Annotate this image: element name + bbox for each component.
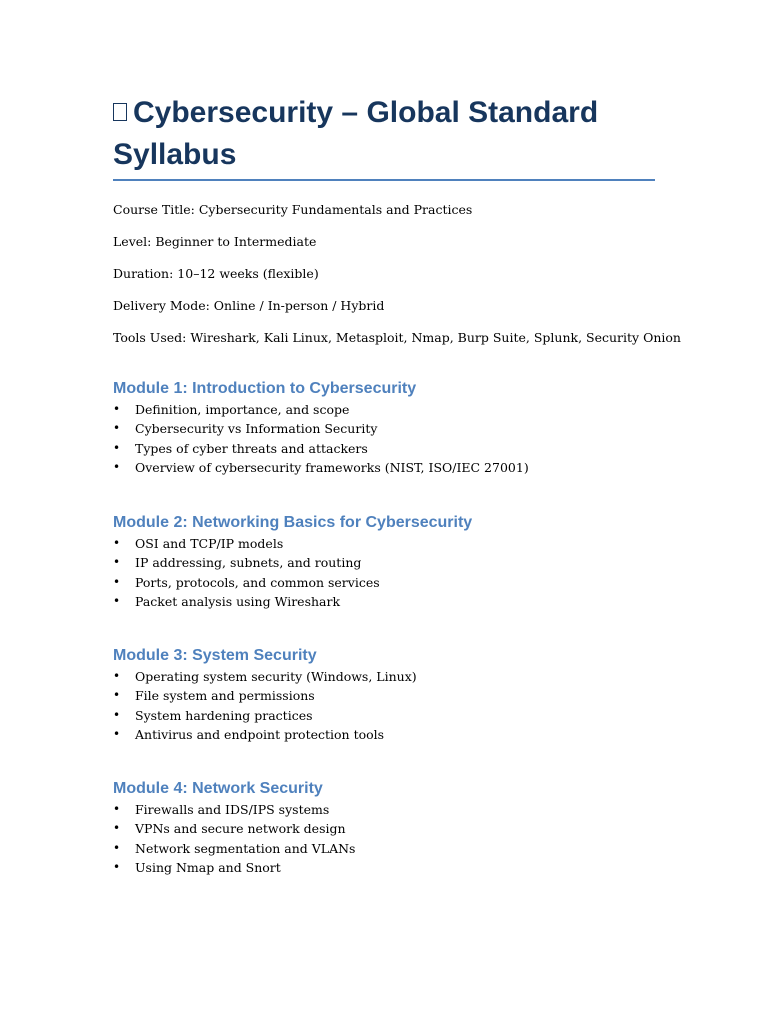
module-list bbox=[113, 534, 713, 611]
meta-level: Level: Beginner to Intermediate bbox=[113, 234, 317, 249]
module-list bbox=[113, 800, 713, 877]
list-item: • OSI and TCP/IP models bbox=[113, 534, 713, 553]
bullet-icon: • bbox=[113, 555, 121, 570]
meta-delivery-mode: Delivery Mode: Online / In-person / Hybrid bbox=[113, 298, 385, 313]
meta-tools-used: Tools Used: Wireshark, Kali Linux, Metasploit, Nmap, Burp Suite, Splunk, Security Onion bbox=[113, 330, 681, 345]
list-item: • System hardening practices bbox=[113, 706, 713, 725]
list-item: • Antivirus and endpoint protection tools bbox=[113, 725, 713, 744]
page-title bbox=[113, 92, 655, 176]
bullet-icon: • bbox=[113, 821, 121, 836]
bullet-icon: • bbox=[113, 536, 121, 550]
bullet-icon: • bbox=[113, 421, 121, 436]
module-2 bbox=[113, 512, 713, 611]
bullet-icon: • bbox=[113, 726, 121, 741]
list-item: • Network segmentation and VLANs bbox=[113, 839, 713, 858]
bullet-icon: • bbox=[113, 669, 121, 683]
module-heading: Module 1: Introduction to Cybersecurity bbox=[113, 380, 417, 397]
bullet-icon: • bbox=[113, 574, 121, 589]
bullet-icon: • bbox=[113, 593, 121, 608]
bullet-icon: • bbox=[113, 802, 121, 816]
module-heading: Module 4: Network Security bbox=[113, 780, 323, 797]
bullet-icon: • bbox=[113, 459, 121, 474]
meta-course-title: Course Title: Cybersecurity Fundamentals and Practices bbox=[113, 202, 473, 217]
list-item: • Using Nmap and Snort bbox=[113, 858, 713, 877]
bullet-icon: • bbox=[113, 859, 121, 874]
list-item: • Cybersecurity vs Information Security bbox=[113, 419, 713, 438]
list-item: • Ports, protocols, and common services bbox=[113, 573, 713, 592]
missing-glyph-icon bbox=[113, 103, 127, 121]
module-heading: Module 2: Networking Basics for Cybersecurity bbox=[113, 514, 473, 531]
list-item: • Firewalls and IDS/IPS systems bbox=[113, 800, 713, 819]
list-item: • Packet analysis using Wireshark bbox=[113, 592, 713, 611]
module-heading: Module 3: System Security bbox=[113, 647, 317, 664]
title-divider bbox=[113, 179, 655, 181]
module-list bbox=[113, 667, 713, 744]
list-item: • Types of cyber threats and attackers bbox=[113, 439, 713, 458]
bullet-icon: • bbox=[113, 402, 121, 416]
bullet-icon: • bbox=[113, 840, 121, 855]
title-block bbox=[113, 92, 655, 176]
list-item: • Operating system security (Windows, Linux) bbox=[113, 667, 713, 686]
page-title-text: Cybersecurity – Global Standard Syllabus bbox=[113, 96, 599, 171]
meta-duration: Duration: 10–12 weeks (flexible) bbox=[113, 266, 319, 281]
list-item: • IP addressing, subnets, and routing bbox=[113, 553, 713, 572]
list-item: • Overview of cybersecurity frameworks (NIST, ISO/IEC 27001) bbox=[113, 458, 713, 477]
bullet-icon: • bbox=[113, 688, 121, 703]
course-meta bbox=[113, 201, 713, 361]
list-item: • File system and permissions bbox=[113, 686, 713, 705]
module-list bbox=[113, 400, 713, 477]
list-item: • VPNs and secure network design bbox=[113, 819, 713, 838]
list-item: • Definition, importance, and scope bbox=[113, 400, 713, 419]
module-3 bbox=[113, 645, 713, 744]
module-4 bbox=[113, 778, 713, 877]
bullet-icon: • bbox=[113, 440, 121, 455]
bullet-icon: • bbox=[113, 707, 121, 722]
module-1 bbox=[113, 378, 713, 477]
